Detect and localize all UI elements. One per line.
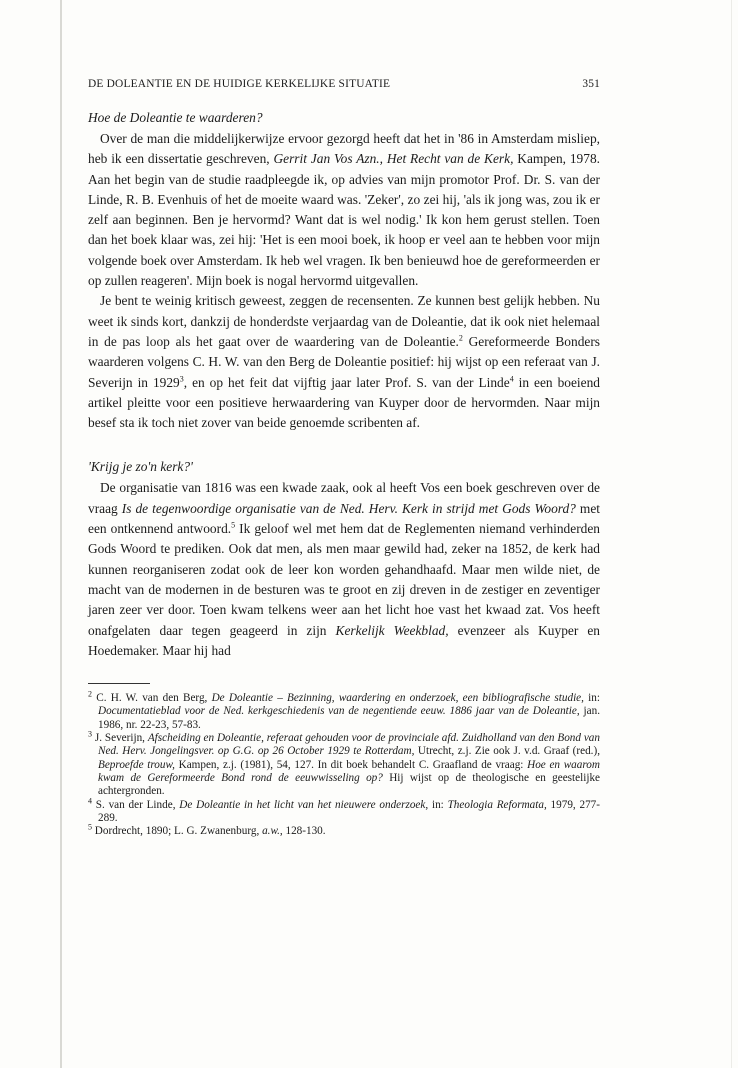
footnote-4 bbox=[88, 795, 600, 826]
citation-title: Hoe en waarom kwam de Gereformeerde Bond rond de eeuwwisseling op? bbox=[98, 758, 600, 784]
footnote-number: 3 bbox=[88, 729, 92, 739]
text-run: De organisatie van 1816 was een kwade zaak, ook al heeft Vos een boek geschreven over de vraag bbox=[88, 480, 600, 516]
citation-title: Theologia Reformata, bbox=[447, 798, 547, 811]
text-run: Je bent te weinig kritisch geweest, zeggen de recensenten. Ze kunnen best gelijk hebben. Nu weet ik sinds kort, dankzij de honderdste verjaardag van de Doleantie, dat ik ook niet helemaal in de pas loop als het gaat over de waardering van de Doleantie. bbox=[88, 293, 600, 349]
footnote-ref[interactable]: 3 bbox=[179, 374, 184, 384]
book-title: Is de tegenwoordige organisatie van de Ned. Herv. Kerk in strijd met Gods Woord? bbox=[121, 500, 576, 516]
book-title: Gerrit Jan Vos Azn., Het Recht van de Kerk, bbox=[273, 151, 514, 167]
footnote-2 bbox=[88, 689, 600, 732]
footnote-number: 4 bbox=[88, 795, 92, 805]
text-run: J. Severijn, bbox=[92, 732, 148, 745]
citation-title: Documentatieblad voor de Ned. kerkgeschiedenis van de negentiende eeuw. 1886 jaar van de Doleantie, bbox=[98, 705, 580, 718]
footnote-number: 5 bbox=[88, 822, 92, 832]
text-run: Kampen, 1978. Aan het begin van de studie raadpleegde ik, op advies van mijn promotor Prof. Dr. S. van der Linde, R. B. Evenhuis of het de moeite waard was. 'Zeker', zo zei hij, 'als ik jong was, zou ik er zelf aan beginnen. Ben je hervormd? Want dat is wel nodig.' Ik kon hem gerust stellen. Toen dan het boek klaar was, zei hij: 'Het is een mooi boek, ik hoop er veel aan te hebben voor mijn volgende boek over Amsterdam. Ik heb wel vragen. Ik ben benieuwd hoe de gereformeerden er op zullen reageren'. Mijn boek is nogal hervormd uitgevallen. bbox=[88, 151, 600, 289]
text-run: evenzeer als Kuyper en Hoedemaker. Maar hij had bbox=[88, 622, 600, 658]
journal-title: Kerkelijk Weekblad, bbox=[335, 622, 449, 638]
footnote-number: 2 bbox=[88, 689, 92, 699]
text-run: S. van der Linde, bbox=[92, 798, 180, 811]
page-number: 351 bbox=[582, 78, 600, 90]
text-run: met een ontkennend antwoord. bbox=[88, 500, 601, 537]
paragraph-1 bbox=[88, 129, 600, 291]
text-run: C. H. W. van den Berg, bbox=[92, 692, 212, 705]
scan-edge bbox=[60, 0, 62, 1068]
text-run: , en op het feit dat vijftig jaar later Prof. S. van der Linde bbox=[183, 374, 510, 390]
footnote-5 bbox=[88, 822, 600, 838]
footnote-ref[interactable]: 4 bbox=[509, 374, 514, 384]
section-title-1: Hoe de Doleantie te waarderen? bbox=[88, 110, 263, 125]
text-run: 128-130. bbox=[282, 825, 326, 838]
text-run: jan. 1986, nr. 22-23, 57-83. bbox=[98, 705, 600, 731]
paragraph-2 bbox=[88, 291, 600, 433]
text-run: in: bbox=[428, 798, 448, 811]
footnote-ref[interactable]: 2 bbox=[458, 333, 463, 343]
text-run: Ik geloof wel met hem dat de Reglementen niemand verhinderden Gods Woord te prediken. Ook dat men, als men maar gewild had, zeker na 1852, de kerk had kunnen reorganiseren zodat ook de leer kon worden gehandhaafd. Maar men wilde niet, de macht van de modernen in de besturen was te groot en zij dreven in de zestiger en zeventiger jaren zeer ver door. Toen kwam telkens weer aan het licht hoe vast het kwaad zat. Vos heeft onafgelaten daar tegen geageerd in zijn bbox=[88, 521, 600, 638]
text-run: Dordrecht, 1890; L. G. Zwanenburg, bbox=[92, 825, 263, 838]
text-run: Utrecht, z.j. Zie ook J. v.d. Graaf (red.), bbox=[414, 745, 600, 758]
footnote-divider bbox=[88, 683, 150, 684]
scan-edge-right bbox=[731, 0, 732, 1068]
citation-title: De Doleantie in het licht van het nieuwere onderzoek, bbox=[179, 798, 429, 811]
text-run: Over de man die middelijkerwijze ervoor gezorgd heeft dat het in '86 in Amsterdam misliep, heb ik een dissertatie geschreven, bbox=[88, 131, 600, 167]
citation-title: Beproefde trouw, bbox=[98, 758, 175, 771]
text-run: 1979, 277-289. bbox=[98, 798, 600, 824]
page bbox=[88, 78, 600, 838]
footnote-3 bbox=[88, 729, 600, 798]
paragraph-3 bbox=[88, 478, 600, 661]
running-head bbox=[88, 78, 600, 96]
text-run: Hij wijst op de theologische en geestelijke achtergronden. bbox=[98, 771, 600, 798]
footnote-ref[interactable]: 5 bbox=[231, 520, 236, 530]
text-run: Kampen, z.j. (1981), 54, 127. In dit boek behandelt C. Graafland de vraag: bbox=[174, 758, 528, 771]
section-gap bbox=[88, 433, 600, 457]
text-run: in een boeiend artikel pleitte voor een positieve herwaardering van Kuyper door de hervormden. Naar mijn besef sta ik toch niet zover van beide genoemde scribenten af. bbox=[88, 374, 600, 431]
text-run: Gereformeerde Bonders waarderen volgens C. H. W. van den Berg de Doleantie positief: hij wijst op een referaat van J. Severijn in 1929 bbox=[88, 333, 601, 390]
citation-title: De Doleantie – Bezinning, waardering en onderzoek, een bibliografische studie, bbox=[211, 692, 584, 705]
citation-title: Afscheiding en Doleantie, referaat gehouden voor de provinciale afd. Zuidholland van den Bond van Ned. Herv. Jongelingsver. op G.G. op 26 October 1929 te Rotterdam, bbox=[98, 732, 600, 758]
section-title-2: 'Krijg je zo'n kerk?' bbox=[88, 459, 193, 475]
citation-title: a.w., bbox=[262, 825, 283, 838]
running-head-title: DE DOLEANTIE EN DE HUIDIGE KERKELIJKE SITUATIE bbox=[88, 78, 391, 90]
text-run: in: bbox=[583, 692, 600, 705]
